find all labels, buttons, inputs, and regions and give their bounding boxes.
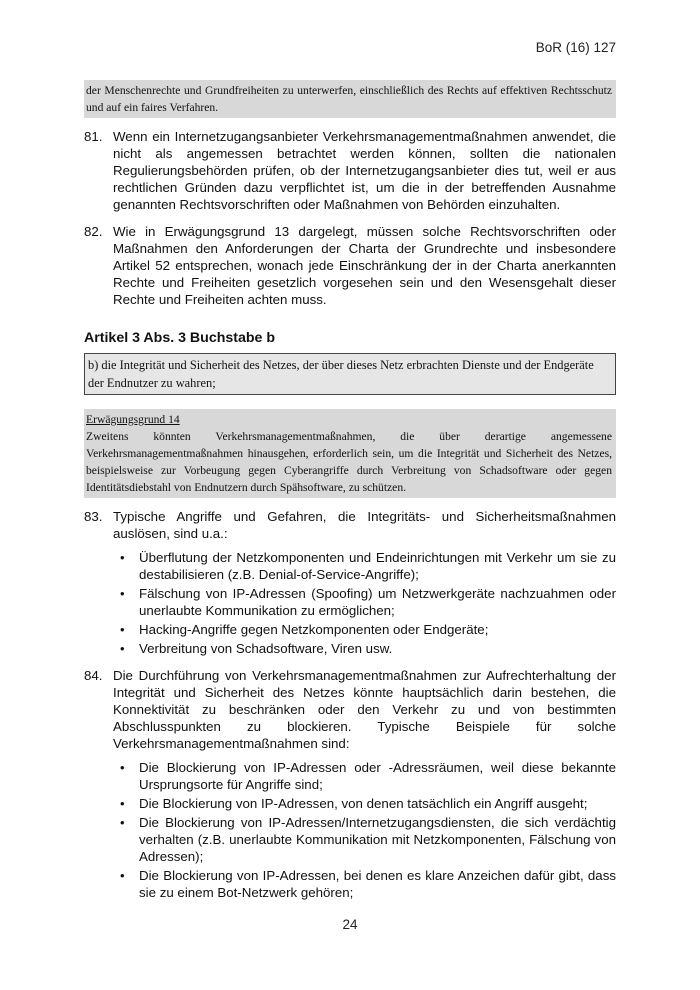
recital-box [84,409,616,498]
section-heading: Artikel 3 Abs. 3 Buchstabe b [84,330,276,346]
page-content [84,80,616,903]
bullet-icon: • [120,796,125,811]
paragraph-81 [84,128,616,213]
paragraph-83 [84,508,616,542]
paragraph-number: 84. [84,668,103,683]
page-number: 24 [342,917,358,932]
document-reference: BoR (16) 127 [535,40,616,55]
paragraph-text: Wenn ein Internetzugangsanbieter Verkehrsmanagementmaßnahmen anwendet, die nicht als angemessen betrachtet werden können, sollten die nationalen Regulierungsbehörden prüfen, ob der Internetzugangsanbieter dies tut, weil er aus rechtlichen Gründen dazu verpflichtet ist, um die in der betreffenden Ausnahme genannten Rechtsvorschriften oder Maßnahmen von Behörden einzuhalten. [113,129,616,212]
recital-title: Erwägungsgrund 14 [86,413,180,426]
bullet-icon: • [120,641,125,656]
list-item: • Überflutung der Netzkomponenten und Endeinrichtungen mit Verkehr um sie zu destabilisieren (z.B. Denial-of-Service-Angriffe); [120,550,616,582]
list-item: • Die Blockierung von IP-Adressen/Internetzugangsdiensten, die sich verdächtig verhalten (z.B. unerlaubte Kommunikation mit Netzkomponenten, Fälschung von Adressen); [120,815,616,864]
paragraph-82 [84,223,616,308]
list-item: • Fälschung von IP-Adressen (Spoofing) um Netzwerkgeräte nachzuahmen oder unerlaubte Kommunikation zu ermöglichen; [120,586,616,618]
paragraph-number: 83. [84,509,103,524]
paragraph-84 [84,667,616,752]
bullet-list-83 [84,549,616,657]
bullet-icon: • [120,815,125,830]
recital-text: Zweitens könnten Verkehrsmanagementmaßnahmen, die über derartige angemessene Verkehrsmanagementmaßnahmen hinausgehen, erforderlich sein, um die Integrität und Sicherheit des Netzes, beispielsweise zur Vorbeugung gegen Cyberangriffe durch Verbreitung von Schadsoftware oder gegen Identitätsdiebstahl von Endnutzern durch Spähsoftware, zu schützen. [86,430,612,494]
bullet-icon: • [120,868,125,883]
bullet-icon: • [120,586,125,601]
paragraph-text: Die Durchführung von Verkehrsmanagementmaßnahmen zur Aufrechterhaltung der Integrität und Sicherheit des Netzes könnte hauptsächlich darin bestehen, die Konnektivität zu beschränken oder den Verkehr zu und von bestimmten Abschlusspunkten zu blockieren. Typische Beispiele für solche Verkehrsmanagementmaßnahmen sind: [113,668,616,751]
bullet-icon: • [120,760,125,775]
list-item: • Die Blockierung von IP-Adressen, bei denen es klare Anzeichen dafür gibt, dass sie zu einem Bot-Netzwerk gehören; [120,868,616,900]
paragraph-number: 82. [84,224,103,239]
list-item: • Die Blockierung von IP-Adressen, von denen tatsächlich ein Angriff ausgeht; [120,796,588,811]
quoted-text-continuation: der Menschenrechte und Grundfreiheiten zu unterwerfen, einschließlich des Rechts auf effektiven Rechtsschutz und auf ein faires Verfahren. [84,80,616,118]
list-item: • Hacking-Angriffe gegen Netzkomponenten oder Endgeräte; [120,622,489,637]
list-item: • Die Blockierung von IP-Adressen oder -Adressräumen, weil diese bekannte Ursprungsorte für Angriffe sind; [120,760,616,792]
paragraph-number: 81. [84,129,103,144]
bullet-list-84 [84,759,616,901]
paragraph-text: Wie in Erwägungsgrund 13 dargelegt, müssen solche Rechtsvorschriften oder Maßnahmen den Anforderungen der Charta der Grundrechte und insbesondere Artikel 52 entsprechen, wonach jede Einschränkung der in der Charta anerkannten Rechte und Freiheiten gesetzlich vorgesehen sein und den Wesensgehalt dieser Rechte und Freiheiten achten muss. [113,224,616,307]
list-item: • Verbreitung von Schadsoftware, Viren usw. [120,641,393,656]
paragraph-text: Typische Angriffe und Gefahren, die Integritäts- und Sicherheitsmaßnahmen auslösen, sind u.a.: [113,509,616,541]
bullet-icon: • [120,622,125,637]
article-quote-box: b) die Integrität und Sicherheit des Netzes, der über dieses Netz erbrachten Dienste und der Endgeräte der Endnutzer zu wahren; [84,353,616,395]
bullet-icon: • [120,550,125,565]
